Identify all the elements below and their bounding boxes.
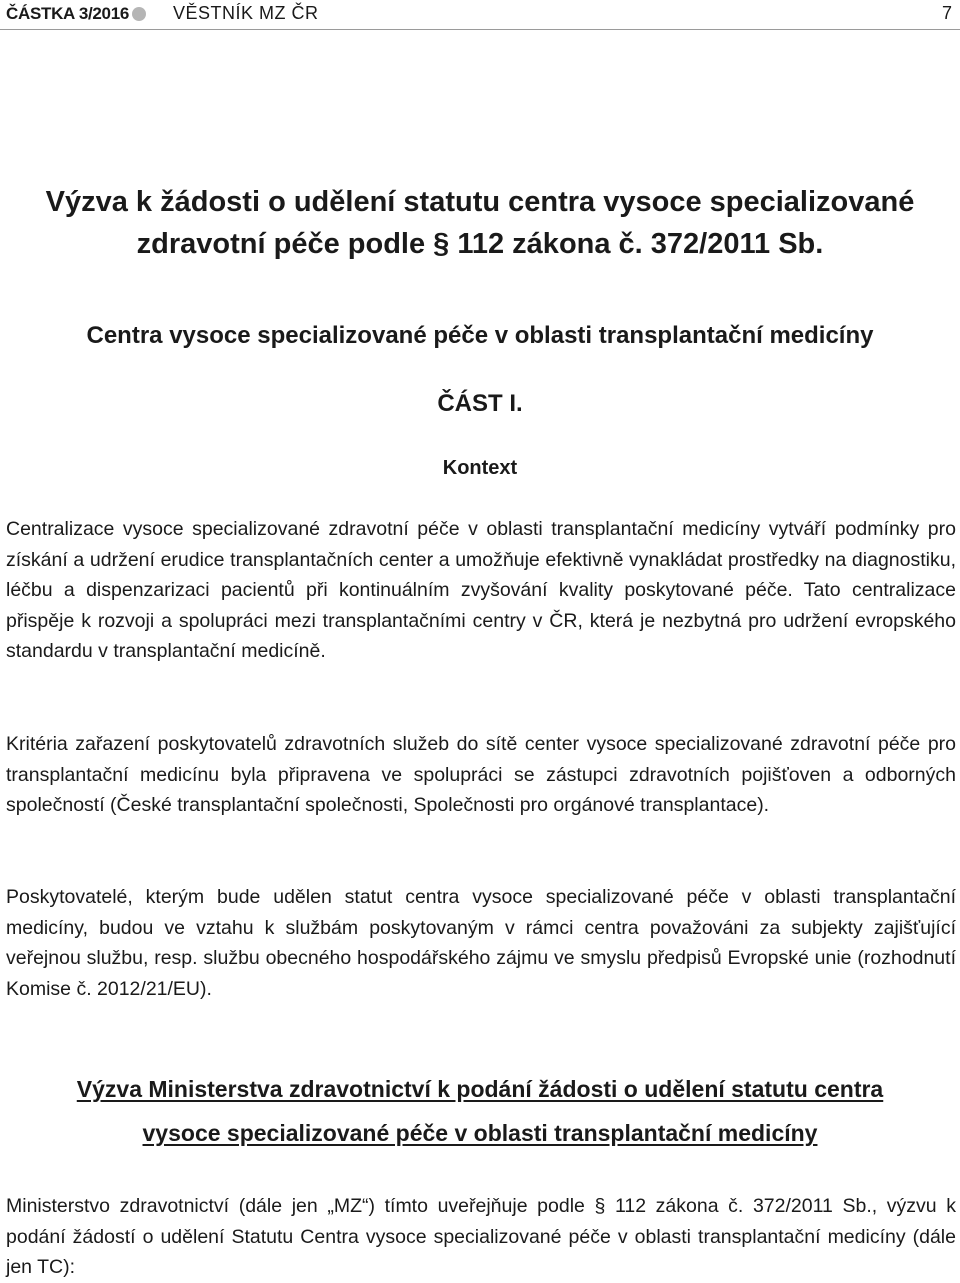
document-title-line-1: Výzva k žádosti o udělení statutu centra vysoce specializované — [45, 186, 915, 218]
document-title-line-2: zdravotní péče podle § 112 zákona č. 372/2011 Sb. — [136, 228, 824, 260]
paragraph-providers: Poskytovatelé, kterým bude udělen statut centra vysoce specializované péče v oblasti transplantační medicíny, budou ve vztahu k službám poskytovaným v rámci centra považováni za subjekty zajišťující veřejnou službu, resp. službu obecného hospodářského zájmu ve smyslu předpisů Evropské unie (rozhodnutí Komise č. 2012/21/EU). — [6, 886, 956, 1000]
page-header — [0, 0, 960, 30]
document-subtitle: Centra vysoce specializované péče v oblasti transplantační medicíny — [86, 322, 874, 349]
bullet-dot-icon — [132, 7, 146, 21]
header-divider — [0, 29, 960, 30]
call-heading-line-2: vysoce specializované péče v oblasti transplantační medicíny — [142, 1120, 818, 1146]
issue-number: ČÁSTKA 3/2016 — [6, 4, 130, 23]
call-heading-line-1: Výzva Ministerstva zdravotnictví k podání žádosti o udělení statutu centra — [76, 1076, 884, 1102]
paragraph-centralization: Centralizace vysoce specializované zdravotní péče v oblasti transplantační medicíny vytváří podmínky pro získání a udržení erudice transplantačních center a umožňuje efektivně vynakládat prostředky na diagnostiku, léčbu a dispenzarizaci pacientů při kontinuálním zvyšování kvality poskytované péče. Tato centralizace přispěje k rozvoji a spolupráci mezi transplantačními centry v ČR, která je nezbytná pro udržení evropského standardu v transplantační medicíně. — [6, 518, 956, 662]
page-number: 7 — [941, 3, 952, 23]
journal-name: VĚSTNÍK MZ ČR — [173, 3, 319, 23]
paragraph-ministry-call: Ministerstvo zdravotnictví (dále jen „MZ“) tímto uveřejňuje podle § 112 zákona č. 372/2011 Sb., výzvu k podání žádostí o udělení Statutu Centra vysoce specializované péče v oblasti transplantační medicíny (dále jen TC): — [6, 1195, 956, 1278]
part-heading: ČÁST I. — [437, 390, 523, 417]
section-heading: Kontext — [442, 457, 518, 479]
paragraph-criteria: Kritéria zařazení poskytovatelů zdravotních služeb do sítě center vysoce specializované zdravotní péče pro transplantační medicínu byla připravena ve spolupráci se zástupci zdravotních pojišťoven a odborných společností (České transplantační společnosti, Společnosti pro orgánové transplantace). — [6, 733, 956, 816]
